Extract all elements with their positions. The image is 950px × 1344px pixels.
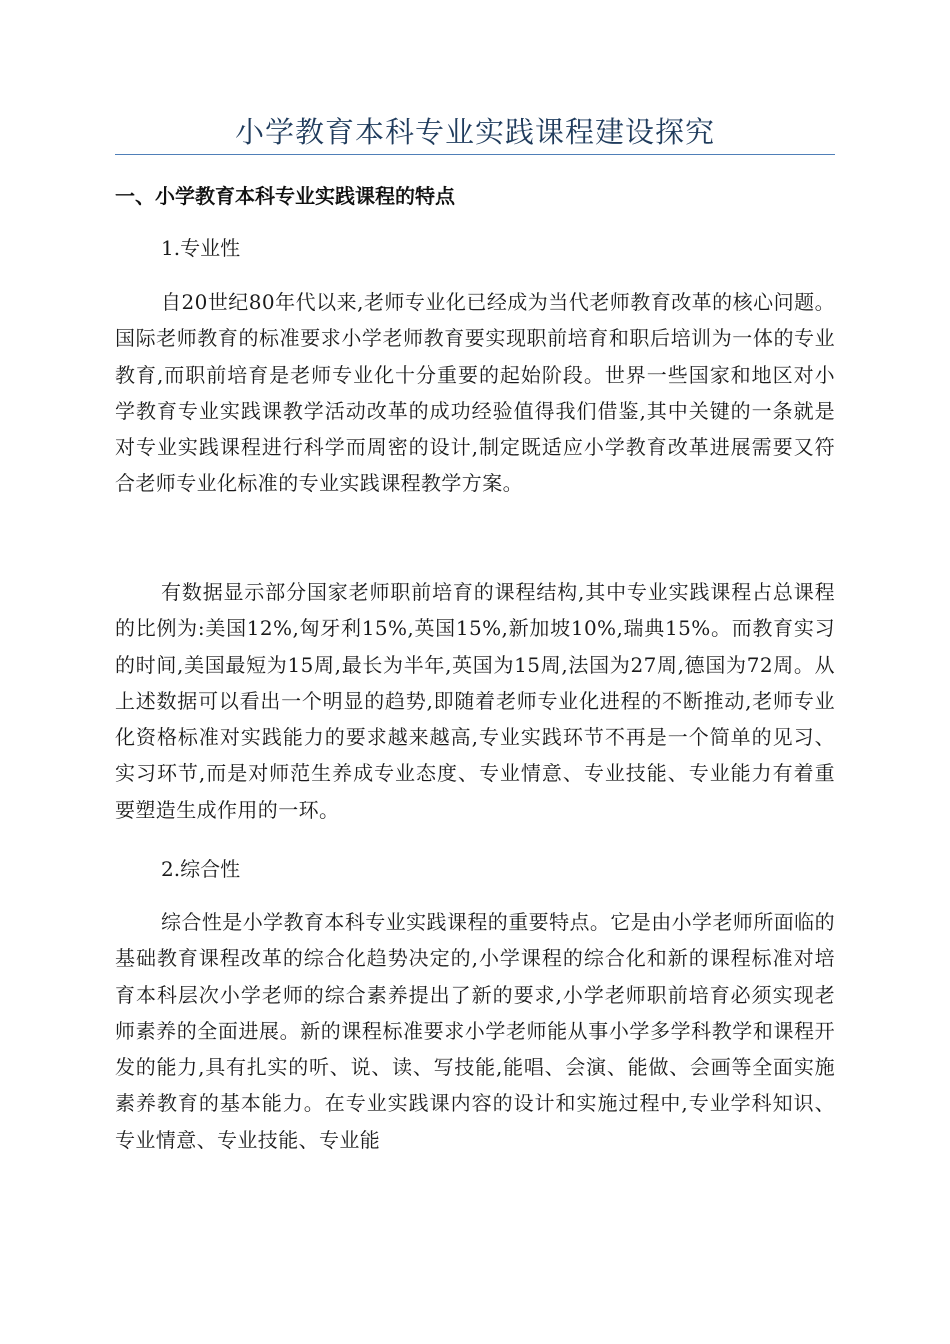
subsection-heading-professionalism: 1.专业性 (161, 236, 241, 260)
title-underline (115, 154, 835, 155)
subsection-heading-comprehensiveness: 2.综合性 (161, 857, 241, 881)
paragraph-3: 综合性是小学教育本科专业实践课程的重要特点。它是由小学老师所面临的基础教育课程改革的综合化趋势决定的,小学课程的综合化和新的课程标准对培育本科层次小学老师的综合素养提出了新的要求,小学老师职前培育必须实现老师素养的全面进展。新的课程标准要求小学老师能从事小学多学科教学和课程开发的能力,具有扎实的听、说、读、写技能,能唱、会演、能做、会画等全面实施素养教育的基本能力。在专业实践课内容的设计和实施过程中,专业学科知识、专业情意、专业技能、专业能 (115, 910, 835, 1152)
section-heading: 一、小学教育本科专业实践课程的特点 (115, 184, 455, 208)
paragraph-2: 有数据显示部分国家老师职前培育的课程结构,其中专业实践课程占总课程的比例为:美国12%,匈牙利15%,英国15%,新加坡10%,瑞典15%。而教育实习的时间,美国最短为15周,最长为半年,英国为15周,法国为27周,德国为72周。从上述数据可以看出一个明显的趋势,即随着老师专业化进程的不断推动,老师专业化资格标准对实践能力的要求越来越高,专业实践环节不再是一个简单的见习、实习环节,而是对师范生养成专业态度、专业情意、专业技能、专业能力有着重要塑造生成作用的一环。 (115, 580, 835, 822)
document-title: 小学教育本科专业实践课程建设探究 (234, 115, 715, 149)
paragraph-1: 自20世纪80年代以来,老师专业化已经成为当代老师教育改革的核心问题。国际老师教育的标准要求小学老师教育要实现职前培育和职后培训为一体的专业教育,而职前培育是老师专业化十分重要的起始阶段。世界一些国家和地区对小学教育专业实践课教学活动改革的成功经验值得我们借鉴,其中关键的一条就是对专业实践课程进行科学而周密的设计,制定既适应小学教育改革进展需要又符合老师专业化标准的专业实践课程教学方案。 (115, 290, 835, 496)
